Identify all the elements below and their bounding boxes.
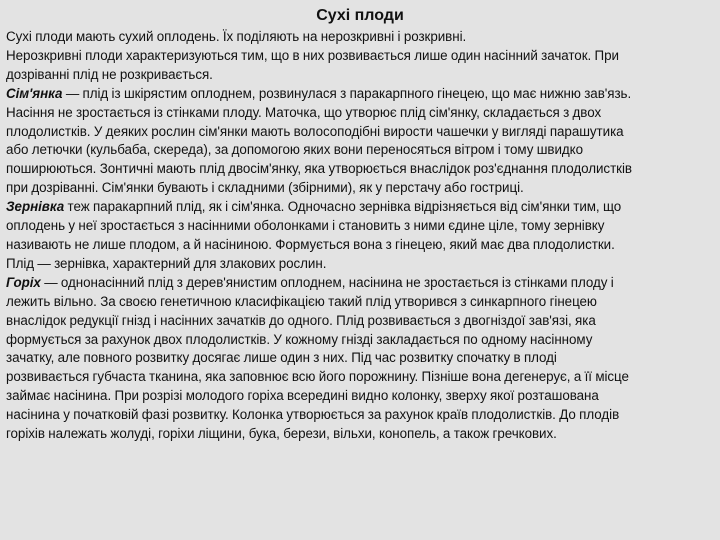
term-zernivka: Зернівка bbox=[6, 199, 65, 215]
term-simyanka: Сім'янка bbox=[6, 85, 63, 101]
intro-line: дозріванні плід не розкривається. bbox=[6, 66, 213, 82]
simyanka-line: Насіння не зростається із стінками плоду. Маточка, що утворює плід сім'янку, складається з двох bbox=[6, 104, 602, 120]
horikh-line: лежить вільно. За своєю генетичною класифікацією такий плід утворився з синкарпного гінецею bbox=[6, 293, 597, 309]
zernivka-first-rest: теж паракарпний плід, як і сім'янка. Одночасно зернівка відрізняється від сім'янки тим, що bbox=[64, 199, 622, 215]
simyanka-line: або летючки (кульбаба, скереда), за допомогою яких вони переносяться вітром і тому швидко bbox=[6, 142, 584, 158]
document-body bbox=[6, 28, 714, 444]
simyanka-line: плодолистків. У деяких рослин сім'янки мають волосоподібні вирости чашечки у вигляді парашутика bbox=[6, 123, 624, 139]
simyanka-line: поширюються. Зонтичні мають плід двосім'янку, яка утворюється внаслідок роз'єднання плодолистків bbox=[6, 161, 632, 177]
horikh-line: горіхів належать жолуді, горіхи ліщини, бука, берези, вільхи, конопель, а також гречкових. bbox=[6, 426, 557, 442]
zernivka-line: оплодень у неї зростається з насінними оболонками і становить з ними єдине ціле, тому зернівку bbox=[6, 218, 605, 234]
zernivka-line: називають не лише плодом, а й насіниною. Формується вона з гінецею, який має два плодолистки. bbox=[6, 236, 615, 252]
intro-line: Нерозкривні плоди характеризуються тим, що в них розвивається лише один насінний зачаток. При bbox=[6, 47, 619, 63]
horikh-line: насінина у початковій фазі розвитку. Колонка утворюється за рахунок країв плодолистків. До плодів bbox=[6, 407, 620, 423]
zernivka-line: Плід — зернівка, характерний для злакових рослин. bbox=[6, 255, 327, 271]
horikh-first-line bbox=[6, 274, 714, 293]
simyanka-first-rest: — плід із шкірястим оплоднем, розвинулася з паракарпного гінецею, що має нижню зав'язь. bbox=[62, 85, 632, 101]
horikh-line: займає насінина. При розрізі молодого горіха всередині видно колонку, зверху якої розташована bbox=[6, 388, 599, 404]
horikh-line: формується за рахунок двох плодолистків. У кожному гнізді закладається по одному насінному bbox=[6, 331, 593, 347]
simyanka-line: при дозріванні. Сім'янки бувають і складними (збірними), як у перстачу або гостриці. bbox=[6, 180, 524, 196]
horikh-line: внаслідок редукції гнізд і насінних зачатків до одного. Плід розвивається з двогніздої зав'язі, яка bbox=[6, 312, 596, 328]
page-title: Сухі плоди bbox=[316, 7, 404, 24]
intro-line: Сухі плоди мають сухий оплодень. Їх поділяють на нерозкривні і розкривні. bbox=[6, 29, 467, 44]
simyanka-first-line bbox=[6, 85, 714, 104]
horikh-line: розвивається губчаста тканина, яка заповнює всю його порожнину. Пізніше вона дегенерує, а її місце bbox=[6, 369, 629, 385]
zernivka-first-line bbox=[6, 198, 714, 217]
horikh-first-rest: — однонасінний плід з дерев'янистим оплоднем, насінина не зростається із стінками плоду і bbox=[40, 274, 614, 290]
horikh-line: зачатку, але повного розвитку досягає лише один з них. Під час розвитку спочатку в плоді bbox=[6, 350, 557, 366]
term-horikh: Горіх bbox=[6, 274, 41, 290]
